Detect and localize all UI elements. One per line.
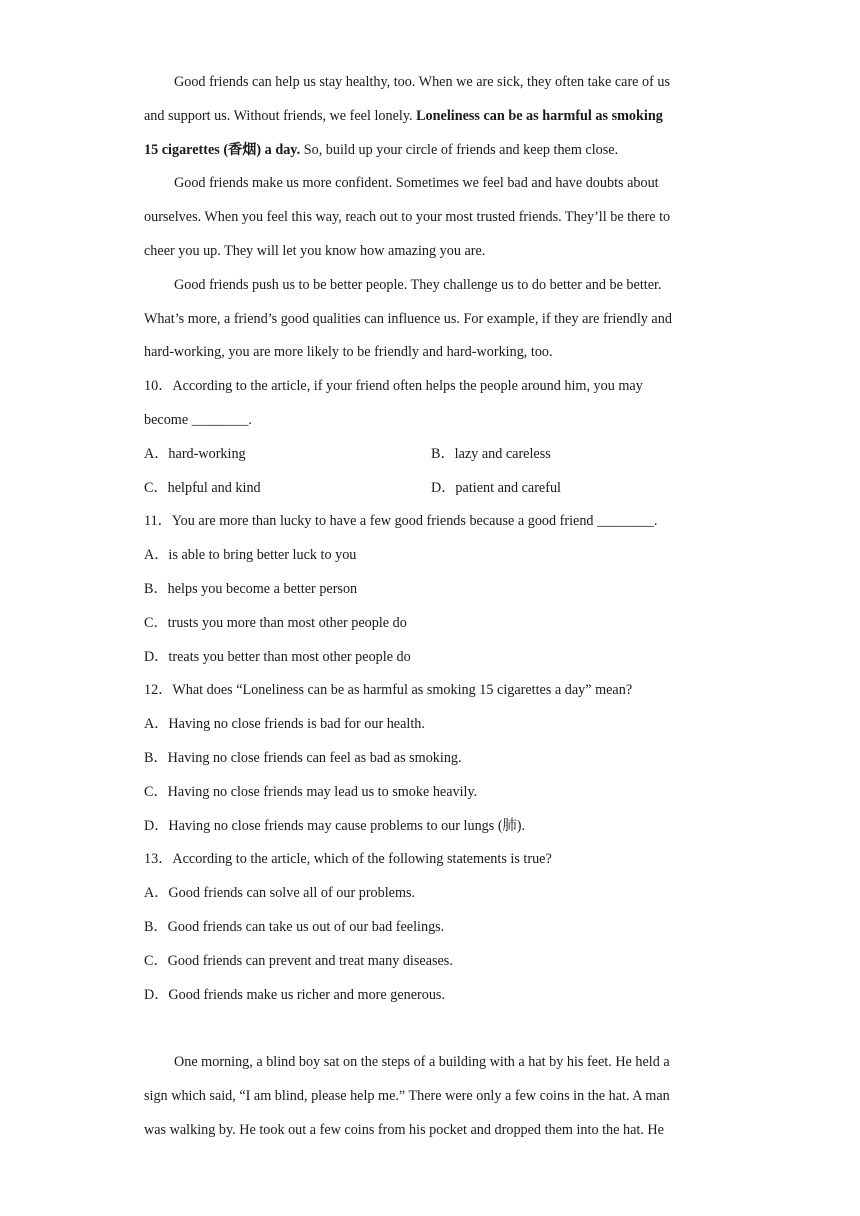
option-c[interactable]: C．helpful and kind	[144, 479, 261, 496]
option-b[interactable]: B．Good friends can take us out of our bad feelings.	[144, 918, 445, 935]
bold-sentence: Loneliness can be as harmful as smoking	[416, 107, 663, 124]
option-b[interactable]: B．lazy and careless	[431, 445, 551, 462]
option-row	[144, 472, 718, 506]
question-10	[144, 370, 718, 505]
paragraph-line: hard-working, you are more likely to be friendly and hard-working, too.	[144, 344, 553, 361]
paragraph-line: Good friends can help us stay healthy, too. When we are sick, they often take care of us	[174, 74, 671, 90]
option-d[interactable]: D．Having no close friends may cause problems to our lungs (肺).	[144, 817, 526, 834]
paragraph-line: was walking by. He took out a few coins from his pocket and dropped them into the hat. He	[144, 1121, 664, 1138]
option-d[interactable]: D．Good friends make us richer and more generous.	[144, 986, 445, 1003]
question-stem: 13．According to the article, which of the following statements is true?	[144, 851, 552, 868]
question-12	[144, 674, 718, 843]
option-d[interactable]: D．treats you better than most other people do	[144, 648, 411, 665]
option-c[interactable]: C．Good friends can prevent and treat many diseases.	[144, 952, 453, 969]
paragraph-line: cheer you up. They will let you know how amazing you are.	[144, 242, 486, 259]
option-a[interactable]: A．hard-working	[144, 445, 246, 462]
question-stem: 11．You are more than lucky to have a few good friends because a good friend ________.	[144, 513, 658, 530]
paragraph-line: What’s more, a friend’s good qualities can influence us. For example, if they are friendly and	[144, 310, 672, 327]
option-a[interactable]: A．Good friends can solve all of our problems.	[144, 885, 416, 902]
option-a[interactable]: A．is able to bring better luck to you	[144, 547, 357, 564]
option-a[interactable]: A．Having no close friends is bad for our health.	[144, 716, 425, 733]
paragraph-line: One morning, a blind boy sat on the steps of a building with a hat by his feet. He held a	[174, 1054, 670, 1071]
option-d[interactable]: D．patient and careful	[431, 479, 561, 496]
question-stem: become ________.	[144, 411, 252, 428]
paragraph-line	[144, 100, 718, 134]
option-c[interactable]: C．trusts you more than most other people do	[144, 614, 407, 631]
paragraph-line: Good friends push us to be better people. They challenge us to do better and be better.	[174, 276, 662, 293]
passage-paragraph-confidence	[144, 167, 718, 268]
question-11	[144, 505, 718, 674]
option-b[interactable]: B．Having no close friends can feel as bad as smoking.	[144, 749, 462, 766]
option-b[interactable]: B．helps you become a better person	[144, 580, 358, 597]
passage-paragraph-better-people	[144, 269, 718, 370]
bold-sentence: 15 cigarettes (香烟) a day.	[144, 141, 301, 158]
paragraph-text: and support us. Without friends, we feel lonely.	[144, 107, 417, 124]
option-row	[144, 438, 718, 472]
question-stem: 10．According to the article, if your friend often helps the people around him, you may	[144, 378, 643, 395]
section-gap	[144, 1012, 718, 1046]
option-c[interactable]: C．Having no close friends may lead us to smoke heavily.	[144, 783, 478, 800]
passage-paragraph-health	[144, 66, 718, 167]
paragraph-line	[144, 134, 718, 168]
paragraph-line: Good friends make us more confident. Sometimes we feel bad and have doubts about	[174, 175, 659, 192]
paragraph-line: sign which said, “I am blind, please help me.” There were only a few coins in the hat. A man	[144, 1088, 670, 1105]
passage-blind-boy	[144, 1046, 718, 1147]
paragraph-line: ourselves. When you feel this way, reach out to your most trusted friends. They’ll be there to	[144, 209, 671, 226]
question-stem: 12．What does “Loneliness can be as harmful as smoking 15 cigarettes a day” mean?	[144, 682, 633, 699]
document-page	[144, 66, 718, 1148]
question-13	[144, 843, 718, 1012]
paragraph-text: So, build up your circle of friends and keep them close.	[300, 141, 619, 158]
